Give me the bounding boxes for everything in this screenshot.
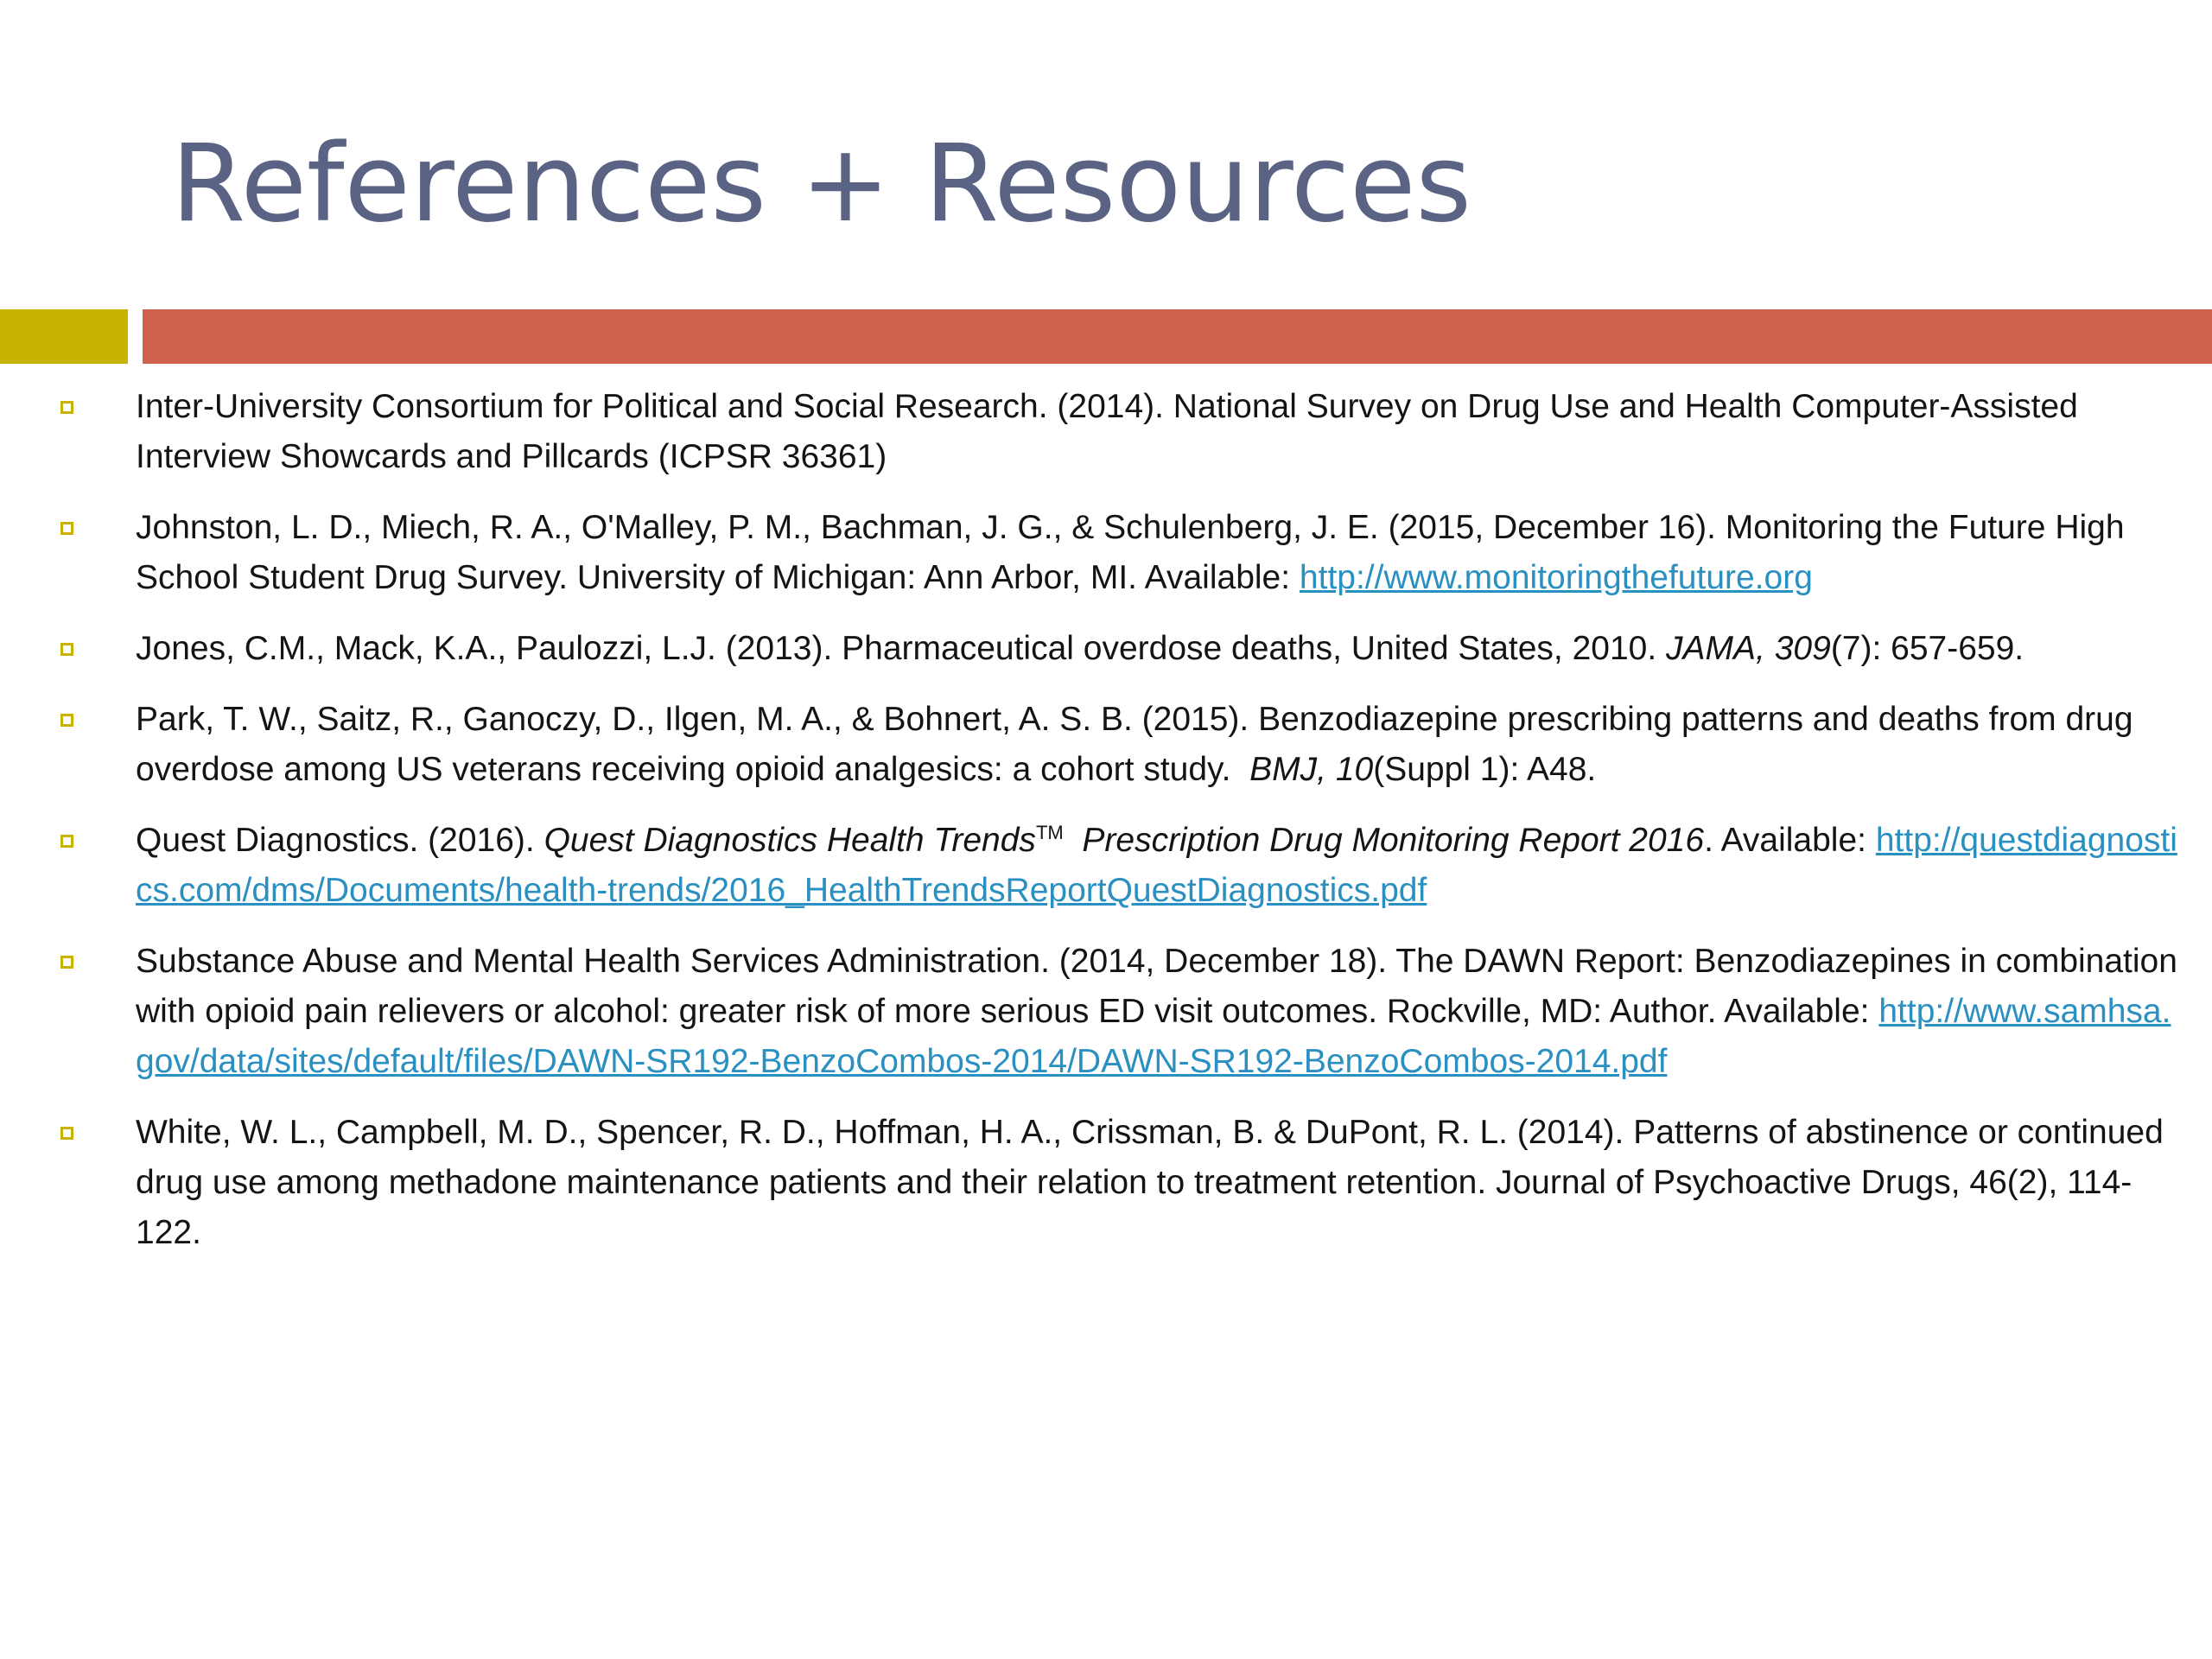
quest-diagnostics-report-link[interactable]: http://questdiagnostics.com/dms/Documents/health-trends/2016_HealthTrendsReportQuestDiagnostics.pdf xyxy=(136,822,2177,909)
accent-bar-right xyxy=(143,309,2212,364)
hollow-square-bullet-icon xyxy=(60,401,73,414)
reference-text: Inter-University Consortium for Political and Social Research. (2014). National Survey on Drug Use and Health Computer-Assisted Interview Showcards and Pillcards (ICPSR 36361) xyxy=(136,388,2078,475)
reference-text: Johnston, L. D., Miech, R. A., O'Malley, P. M., Bachman, J. G., & Schulenberg, J. E. (2015, December 16). Monitoring the Future High School Student Drug Survey. University of Michigan: Ann Arbor, MI. Available: xyxy=(136,509,2125,596)
reference-item-5 xyxy=(0,816,2212,916)
reference-text: Quest Diagnostics. (2016). xyxy=(136,822,544,859)
reference-list xyxy=(0,382,2212,1279)
reference-text-end: (7): 657-659. xyxy=(1830,630,2024,667)
hollow-square-bullet-icon xyxy=(60,714,73,727)
reference-text: Park, T. W., Saitz, R., Ganoczy, D., Ilgen, M. A., & Bohnert, A. S. B. (2015). Benzodiazepine prescribing patterns and deaths from drug overdose among US veterans receiving opioid analgesics: a cohort study. xyxy=(136,701,2143,788)
reference-text-end: (Suppl 1): A48. xyxy=(1373,751,1597,788)
reference-item-6 xyxy=(0,937,2212,1087)
reference-item-2 xyxy=(0,503,2212,603)
samhsa-dawn-report-link[interactable]: http://www.samhsa.gov/data/sites/default/files/DAWN-SR192-BenzoCombos-2014/DAWN-SR192-BenzoCombos-2014.pdf xyxy=(136,993,2171,1080)
hollow-square-bullet-icon xyxy=(60,835,73,848)
slide-title: References + Resources xyxy=(171,122,1472,246)
reference-item-7 xyxy=(0,1108,2212,1258)
hollow-square-bullet-icon xyxy=(60,1127,73,1140)
journal-title: JAMA, 309 xyxy=(1666,630,1831,667)
report-title-continued: Prescription Drug Monitoring Report 2016 xyxy=(1063,822,1705,859)
reference-text: Substance Abuse and Mental Health Services Administration. (2014, December 18). The DAWN Report: Benzodiazepines in combination with opioid pain relievers or alcohol: greater risk of more serious ED visit outcomes. Rockville, MD: Author. Available: xyxy=(136,943,2177,1030)
reference-text: Jones, C.M., Mack, K.A., Paulozzi, L.J. (2013). Pharmaceutical overdose deaths, United States, 2010. xyxy=(136,630,1667,667)
monitoring-the-future-link[interactable]: http://www.monitoringthefuture.org xyxy=(1299,559,1813,596)
report-title: Quest Diagnostics Health Trends xyxy=(543,822,1036,859)
reference-text: White, W. L., Campbell, M. D., Spencer, R. D., Hoffman, H. A., Crissman, B. & DuPont, R. L. (2014). Patterns of abstinence or continued drug use among methadone maintenance patients and their relation to treatment retention. Journal of Psychoactive Drugs, 46(2), 114-122. xyxy=(136,1114,2164,1251)
journal-title: BMJ, 10 xyxy=(1249,751,1374,788)
reference-item-3 xyxy=(0,624,2212,674)
reference-item-4 xyxy=(0,695,2212,795)
reference-item-1 xyxy=(0,382,2212,482)
hollow-square-bullet-icon xyxy=(60,956,73,969)
hollow-square-bullet-icon xyxy=(60,522,73,535)
trademark-mark: TM xyxy=(1035,822,1064,843)
reference-text-end: . Available: xyxy=(1704,822,1876,859)
accent-bar-left xyxy=(0,309,128,364)
hollow-square-bullet-icon xyxy=(60,643,73,656)
